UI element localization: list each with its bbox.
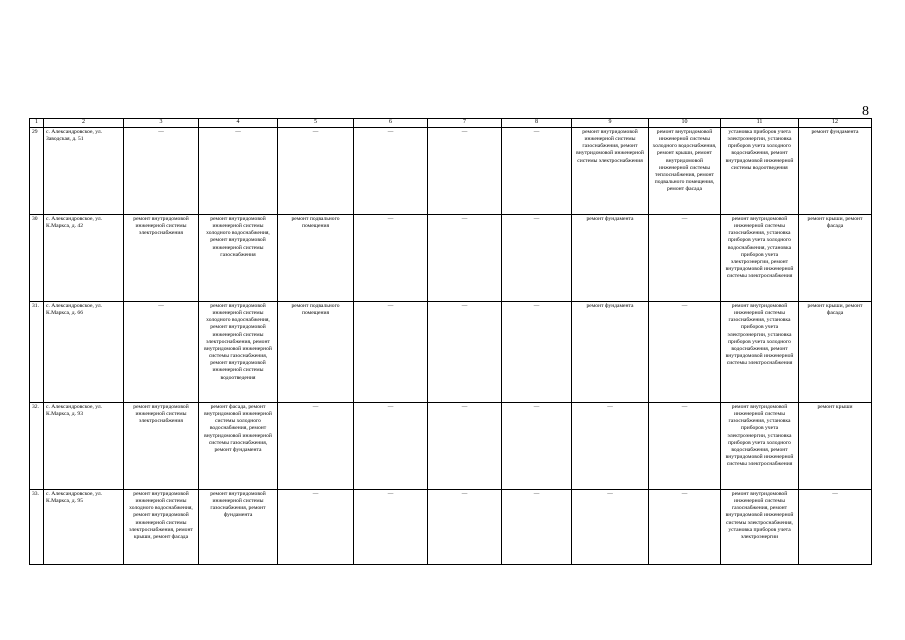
header-cell: 2: [44, 119, 124, 128]
header-cell: 11: [721, 119, 799, 128]
row-number: 30: [30, 215, 44, 302]
work-cell: —: [428, 490, 502, 565]
work-cell: —: [354, 215, 428, 302]
work-cell: ремонт внутридомовой инженерной системы газоснабжения, установка приборов учета электроэнергии, установка приборов учета холодного водоснабжения, ремонт внутридомовой инженерной системы электроснабжения: [721, 302, 799, 403]
table-row: [30, 215, 872, 302]
header-cell: 3: [124, 119, 199, 128]
work-cell: ремонт внутридомовой инженерной системы газоснабжения, установка приборов учета холодного водоснабжения, установка приборов учета электроэнергии, ремонт внутридомовой инженерной системы электроснабжения: [721, 215, 799, 302]
work-cell: —: [354, 403, 428, 490]
work-cell: —: [649, 403, 721, 490]
address-cell: с. Александровское, ул. К.Маркса, д. 66: [44, 302, 124, 403]
work-cell: ремонт внутридомовой инженерной системы газоснабжения, ремонт внутридомовой инженерной системы электроснабжения, установка приборов учета электроэнергии: [721, 490, 799, 565]
header-cell: 1: [30, 119, 44, 128]
row-number: 33.: [30, 490, 44, 565]
work-cell: —: [799, 490, 872, 565]
header-cell: 7: [428, 119, 502, 128]
row-number: 31.: [30, 302, 44, 403]
table-row: [30, 403, 872, 490]
address-cell: с. Александровское, ул. Заводская, д. 51: [44, 128, 124, 215]
header-cell: 6: [354, 119, 428, 128]
work-cell: ремонт подвального помещения: [278, 215, 354, 302]
page-number: 8: [862, 104, 869, 119]
work-cell: ремонт крыши, ремонт фасада: [799, 302, 872, 403]
work-cell: —: [428, 128, 502, 215]
work-cell: —: [649, 215, 721, 302]
row-number: 32.: [30, 403, 44, 490]
work-cell: ремонт внутридомовой инженерной системы газоснабжения, установка приборов учета электроэнергии, установка приборов учета холодного водоснабжения, ремонт внутридомовой инженерной системы электроснабжения: [721, 403, 799, 490]
address-cell: с. Александровское, ул. К.Маркса, д. 93: [44, 403, 124, 490]
header-row: [30, 119, 872, 128]
work-cell: —: [572, 403, 649, 490]
work-cell: —: [354, 128, 428, 215]
work-cell: —: [502, 403, 572, 490]
work-cell: —: [428, 215, 502, 302]
work-cell: ремонт подвального помещения: [278, 302, 354, 403]
work-cell: —: [502, 128, 572, 215]
table-row: [30, 490, 872, 565]
work-cell: ремонт фундамента: [799, 128, 872, 215]
work-cell: ремонт крыши: [799, 403, 872, 490]
header-cell: 8: [502, 119, 572, 128]
row-number: 29: [30, 128, 44, 215]
table-row: [30, 128, 872, 215]
work-cell: ремонт внутридомовой инженерной системы холодного водоснабжения, ремонт крыши, ремонт внутридомовой инженерной системы теплоснабжения, ремонт подвального помещения, ремонт фасада: [649, 128, 721, 215]
work-cell: —: [649, 302, 721, 403]
header-cell: 9: [572, 119, 649, 128]
work-cell: —: [649, 490, 721, 565]
work-cell: —: [354, 490, 428, 565]
work-cell: ремонт фундамента: [572, 215, 649, 302]
address-cell: с. Александровское, ул. К.Маркса, д. 42: [44, 215, 124, 302]
work-cell: установка приборов учета электроэнергии, установка приборов учета холодного водоснабжения, ремонт внутридомовой инженерной системы водоотведения: [721, 128, 799, 215]
work-cell: —: [572, 490, 649, 565]
header-cell: 10: [649, 119, 721, 128]
work-cell: —: [124, 302, 199, 403]
work-cell: —: [199, 128, 278, 215]
work-cell: ремонт фундамента: [572, 302, 649, 403]
work-cell: —: [428, 302, 502, 403]
repair-schedule-table: [29, 118, 872, 565]
work-cell: ремонт внутридомовой инженерной системы электроснабжения: [124, 215, 199, 302]
work-cell: ремонт крыши, ремонт фасада: [799, 215, 872, 302]
work-cell: —: [428, 403, 502, 490]
work-cell: ремонт внутридомовой инженерной системы газоснабжения, ремонт фундамента: [199, 490, 278, 565]
work-cell: —: [354, 302, 428, 403]
work-cell: ремонт внутридомовой инженерной системы холодного водоснабжения, ремонт внутридомовой инженерной системы газоснабжения: [199, 215, 278, 302]
work-cell: —: [502, 302, 572, 403]
work-cell: —: [502, 215, 572, 302]
work-cell: —: [278, 128, 354, 215]
work-cell: ремонт внутридомовой инженерной системы газоснабжения, ремонт внутридомовой инженерной системы электроснабжения: [572, 128, 649, 215]
work-cell: ремонт фасада, ремонт внутридомовой инженерной системы холодного водоснабжения, ремонт внутридомовой инженерной системы газоснабжения, ремонт фундамента: [199, 403, 278, 490]
header-cell: 12: [799, 119, 872, 128]
address-cell: с. Александровское, ул. К.Маркса, д. 95: [44, 490, 124, 565]
work-cell: ремонт внутридомовой инженерной системы холодного водоснабжения, ремонт внутридомовой инженерной системы электроснабжения, ремонт крыши, ремонт фасада: [124, 490, 199, 565]
work-cell: ремонт внутридомовой инженерной системы холодного водоснабжения, ремонт внутридомовой инженерной системы электроснабжения, ремонт внутридомовой инженерной системы газоснабжения, ремонт внутридомовой инженерной системы водоотведения: [199, 302, 278, 403]
work-cell: —: [278, 403, 354, 490]
work-cell: —: [502, 490, 572, 565]
work-cell: —: [124, 128, 199, 215]
header-cell: 4: [199, 119, 278, 128]
table-row: [30, 302, 872, 403]
work-cell: ремонт внутридомовой инженерной системы электроснабжения: [124, 403, 199, 490]
header-cell: 5: [278, 119, 354, 128]
work-cell: —: [278, 490, 354, 565]
